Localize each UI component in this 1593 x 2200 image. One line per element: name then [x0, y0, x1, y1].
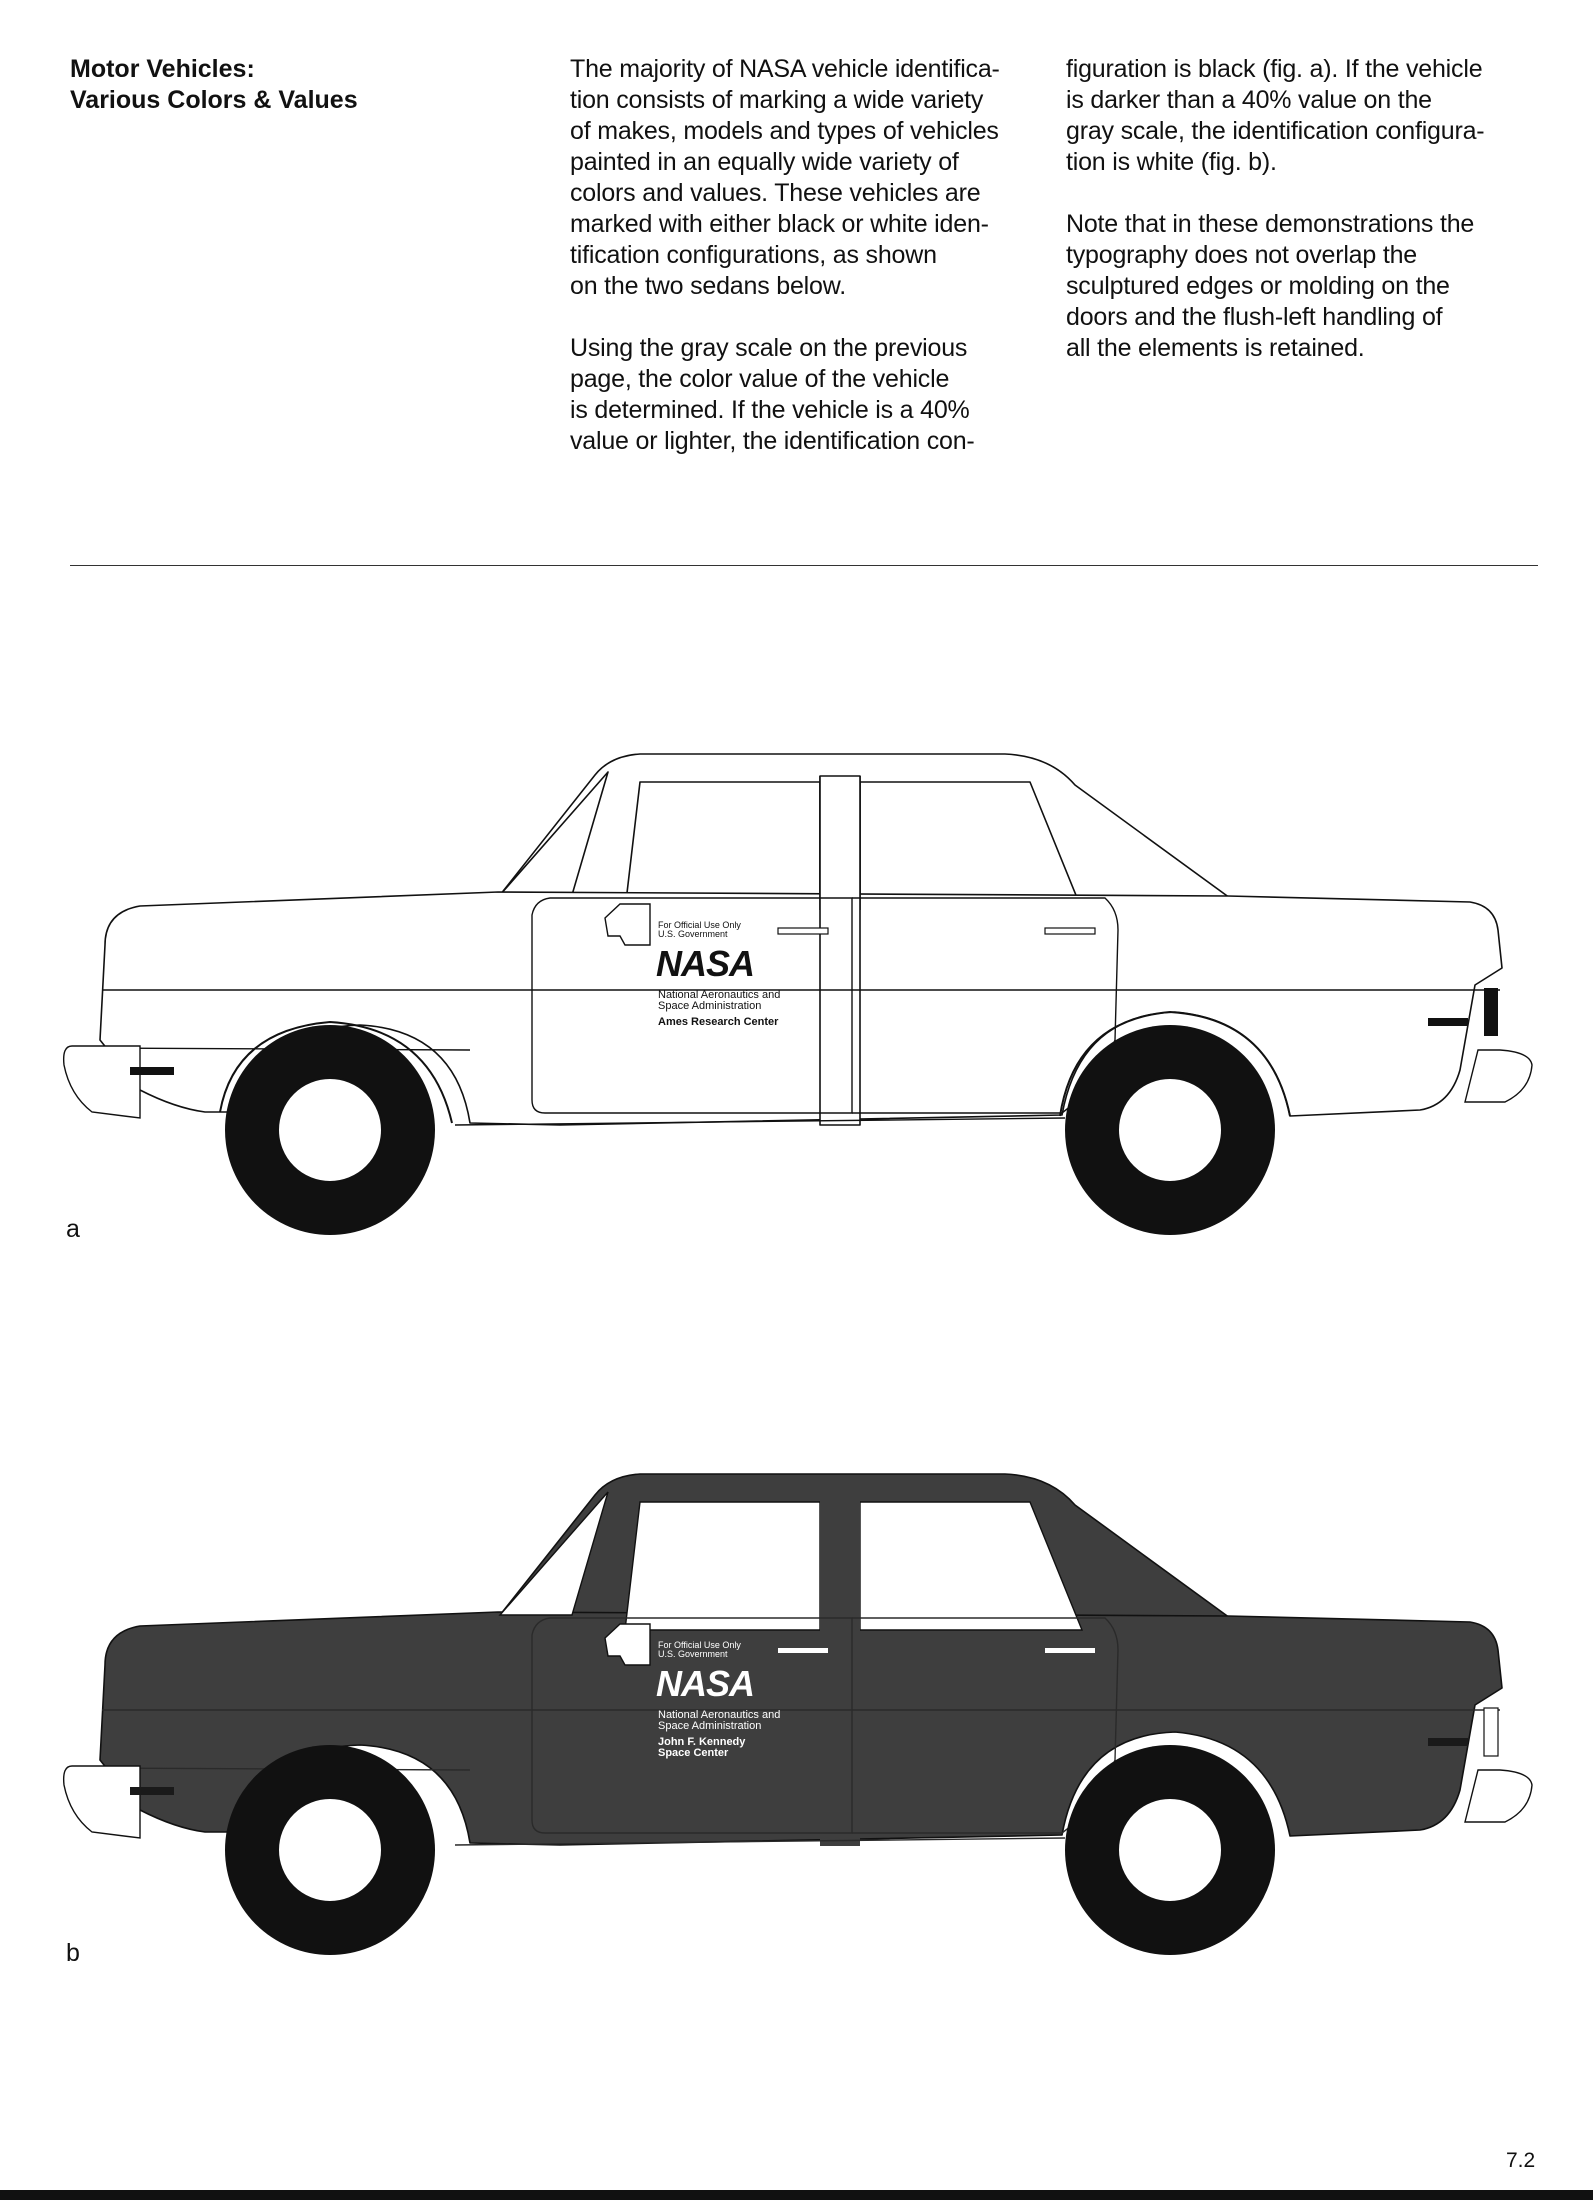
official-use-line-1: For Official Use Only	[658, 1640, 741, 1650]
official-use-line-2: U.S. Government	[658, 1649, 728, 1659]
car-front-bumper	[64, 1046, 140, 1118]
paragraph-break	[570, 302, 1075, 333]
sedan-light-drawing	[0, 740, 1593, 1250]
nasa-logo: NASA	[656, 1663, 755, 1704]
car-rear-wheel	[1065, 1745, 1275, 1955]
body-text-line: page, the color value of the vehicle	[570, 365, 950, 393]
car-tail-light	[1484, 1708, 1498, 1756]
body-text-line: value or lighter, the identification con-	[570, 427, 975, 455]
heading-line-1: Motor Vehicles:	[70, 55, 255, 83]
body-text-line: colors and values. These vehicles are	[570, 179, 981, 207]
body-text-line: all the elements is retained.	[1066, 334, 1365, 362]
car-front-window	[625, 782, 820, 910]
car-front-marker	[130, 1067, 174, 1075]
car-rear-marker	[1428, 1738, 1468, 1746]
body-text-line: marked with either black or white iden-	[570, 210, 989, 238]
body-text-line: tification configurations, as shown	[570, 241, 937, 269]
page-number: 7.2	[1506, 2149, 1536, 2172]
agency-line-1: National Aeronautics and	[658, 989, 781, 1001]
nasa-logo: NASA	[656, 943, 755, 984]
bottom-edge-bar	[0, 2190, 1593, 2200]
page-heading	[70, 54, 490, 116]
official-use-line-1: For Official Use Only	[658, 920, 741, 930]
agency-line-2: Space Administration	[658, 1000, 762, 1012]
section-divider	[70, 565, 1538, 566]
heading-line-2: Various Colors & Values	[70, 86, 358, 114]
car-b-pillar	[820, 776, 860, 1125]
agency-line-1: National Aeronautics and	[658, 1709, 781, 1721]
rear-door-handle	[1045, 1648, 1095, 1653]
car-front-window	[625, 1502, 820, 1630]
car-rear-wheel	[1065, 1025, 1275, 1235]
figure-a-label: a	[66, 1215, 80, 1243]
car-front-bumper	[64, 1766, 140, 1838]
car-front-marker	[130, 1787, 174, 1795]
body-text-line: Using the gray scale on the previous	[570, 334, 968, 362]
car-rear-bumper	[1465, 1050, 1532, 1102]
agency-line-2: Space Administration	[658, 1720, 762, 1732]
car-b-pillar	[820, 1496, 860, 1846]
body-text-line: Note that in these demonstrations the	[1066, 210, 1475, 238]
body-text-line: gray scale, the identification configura-	[1066, 117, 1485, 145]
body-text-line: tion consists of marking a wide variety	[570, 86, 984, 114]
body-text-line: painted in an equally wide variety of	[570, 148, 959, 176]
car-rear-bumper	[1465, 1770, 1532, 1822]
figure-a-sedan	[0, 740, 1593, 1250]
official-use-line-2: U.S. Government	[658, 929, 728, 939]
center-line-1: John F. Kennedy	[658, 1736, 746, 1748]
body-text-line: is darker than a 40% value on the	[1066, 86, 1432, 114]
paragraph-break	[1066, 178, 1571, 209]
body-column-1	[570, 54, 1075, 457]
body-text-line: figuration is black (fig. a). If the vehicle	[1066, 55, 1483, 83]
body-text-line: doors and the flush-left handling of	[1066, 303, 1443, 331]
body-column-2	[1066, 54, 1571, 364]
figure-b-sedan	[0, 1460, 1593, 1970]
car-tail-light	[1484, 988, 1498, 1036]
body-text-line: typography does not overlap the	[1066, 241, 1417, 269]
body-text-line: of makes, models and types of vehicles	[570, 117, 999, 145]
front-door-handle	[778, 928, 828, 934]
center-line-2: Space Center	[658, 1747, 729, 1759]
body-text-line: sculptured edges or molding on the	[1066, 272, 1450, 300]
car-rear-marker	[1428, 1018, 1468, 1026]
sedan-dark-drawing	[0, 1460, 1593, 1970]
body-text-line: on the two sedans below.	[570, 272, 846, 300]
body-text-line: tion is white (fig. b).	[1066, 148, 1277, 176]
body-text-line: The majority of NASA vehicle identifica-	[570, 55, 1000, 83]
body-text-line: is determined. If the vehicle is a 40%	[570, 396, 970, 424]
front-door-handle	[778, 1648, 828, 1653]
car-front-wheel	[225, 1745, 435, 1955]
center-line-1: Ames Research Center	[658, 1016, 779, 1028]
rear-door-handle	[1045, 928, 1095, 934]
figure-b-label: b	[66, 1939, 80, 1967]
car-front-wheel	[225, 1025, 435, 1235]
